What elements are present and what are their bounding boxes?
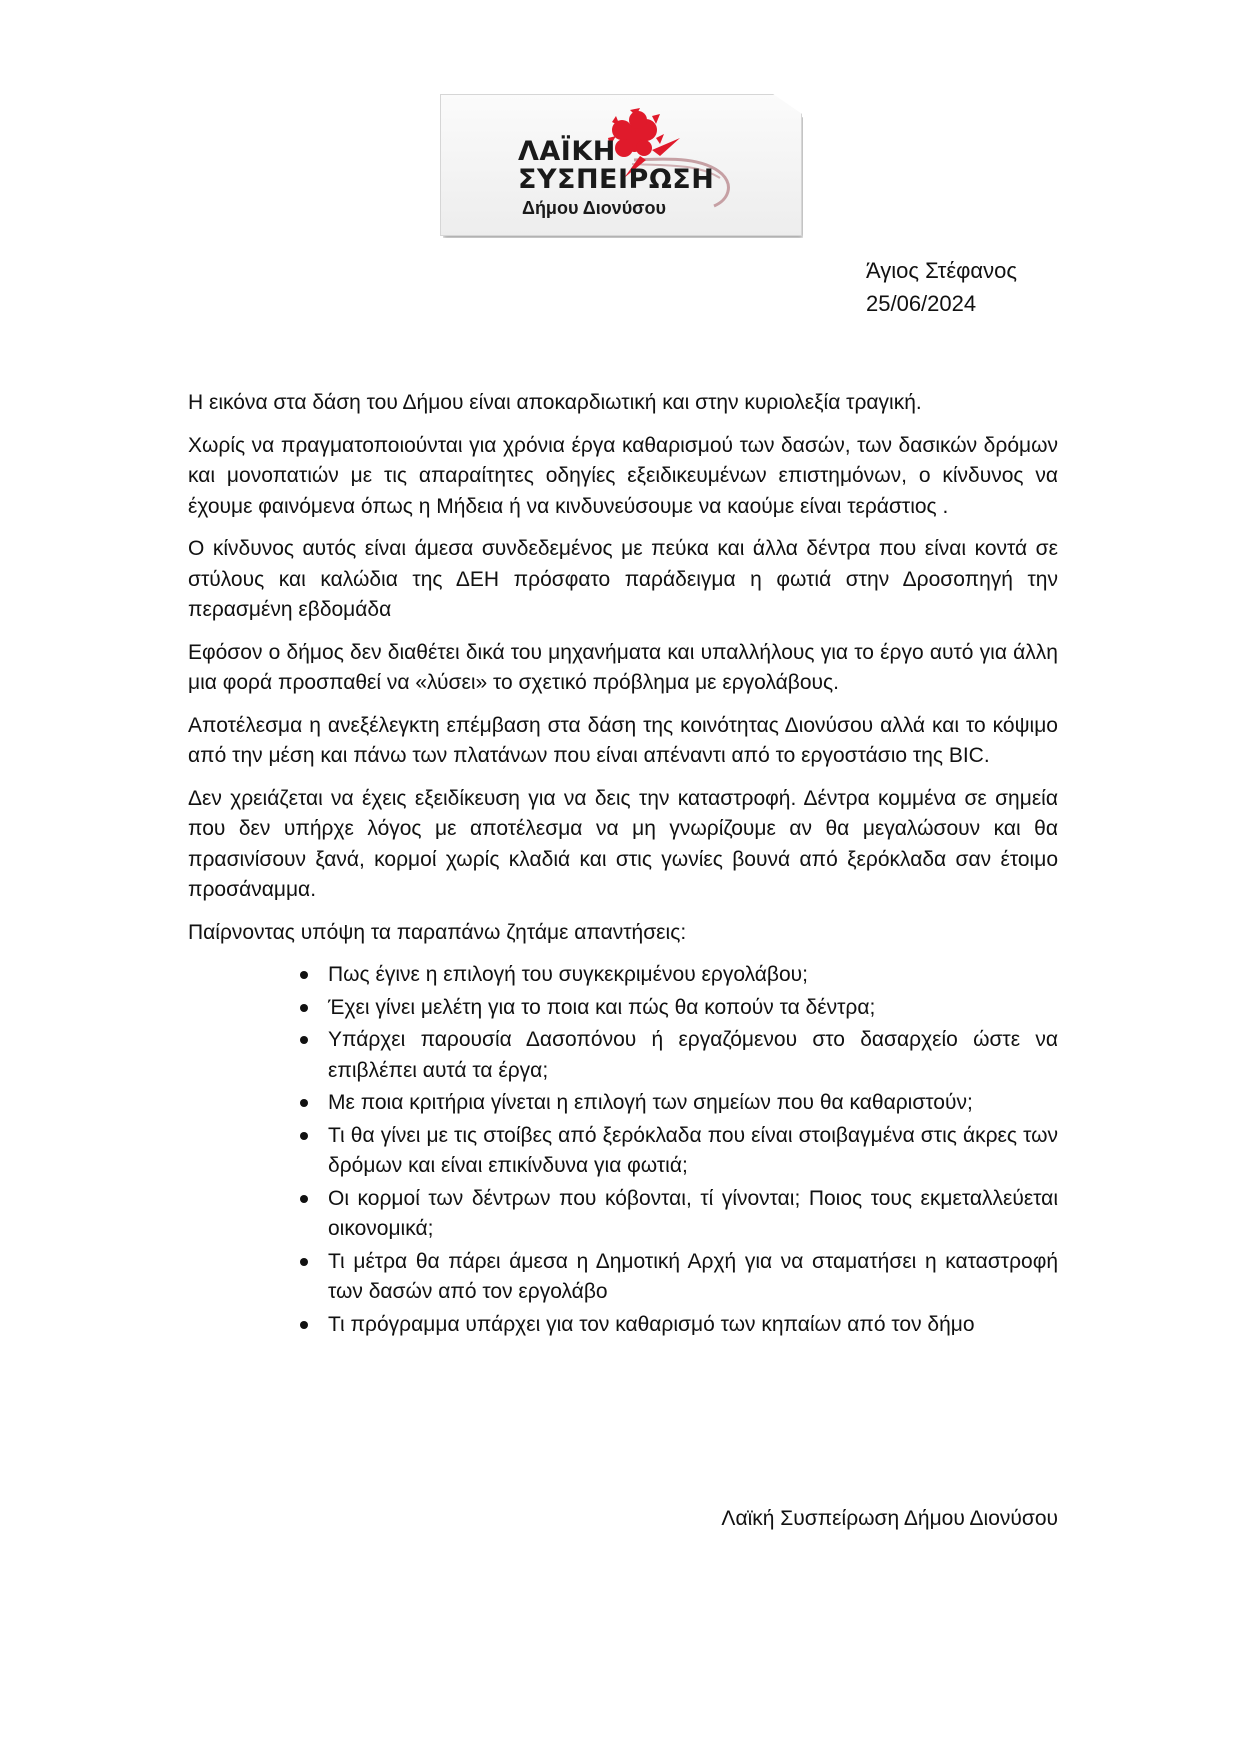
list-item-text: Έχει γίνει μελέτη για το ποια και πώς θα κοπούν τα δέντρα; <box>328 995 876 1019</box>
paragraph: Η εικόνα στα δάση του Δήμου είναι αποκαρδιωτική και στην κυριολεξία τραγική. <box>188 391 922 414</box>
questions-list <box>188 960 1058 1340</box>
paragraph: Παίρνοντας υπόψη τα παραπάνω ζητάμε απαντήσεις: <box>188 920 687 944</box>
list-item <box>300 1247 1058 1308</box>
list-item-text: Πως έγινε η επιλογή του συγκεκριμένου εργολάβου; <box>328 963 809 986</box>
bullet-icon <box>300 1321 308 1329</box>
paragraph: Αποτέλεσμα η ανεξέλεγκτη επέμβαση στα δάση της κοινότητας Διονύσου αλλά και το κόψιμο από την μέση και πάνω των πλατάνων που είναι απέναντι από το εργοστάσιο της BIC. <box>188 713 1058 767</box>
list-item <box>300 1088 1058 1119</box>
paragraph: Δεν χρειάζεται να έχεις εξειδίκευση για να δεις την καταστροφή. Δέντρα κομμένα σε σημεία που δεν υπήρχε λόγος με αποτέλεσμα να μη γνωρίζουμε αν θα μεγαλώσουν και θα πρασινίσουν ξανά, κορμοί χωρίς κλαδιά και στις γωνίες βουνά από ξερόκλαδα σαν έτοιμο προσάναμμα. <box>188 786 1058 901</box>
paragraph: Ο κίνδυνος αυτός είναι άμεσα συνδεδεμένος με πεύκα και άλλα δέντρα που είναι κοντά σε στύλους και καλώδια της ΔΕΗ πρόσφατο παράδειγμα η φωτιά στην Δροσοπηγή την περασμένη εβδομάδα <box>188 537 1058 621</box>
list-item-text: Τι θα γίνει με τις στοίβες από ξερόκλαδα που είναι στοιβαγμένα στις άκρες των δρόμων και είναι επικίνδυνα για φωτιά; <box>328 1123 1058 1177</box>
bullet-icon <box>300 971 308 979</box>
bullet-icon <box>300 1036 308 1044</box>
paragraph: Χωρίς να πραγματοποιούνται για χρόνια έργα καθαρισμού των δασών, των δασικών δρόμων και μονοπατιών με τις απαραίτητες οδηγίες εξειδικευμένων επιστημόνων, ο κίνδυνος να έχουμε φαινόμενα όπως η Μήδεια ή να κινδυνεύσουμε να καούμε είναι τεράστιος . <box>188 433 1058 518</box>
logo-line-2: ΣΥΣΠΕΙΡΩΣΗ <box>518 164 715 195</box>
bullet-icon <box>300 1195 308 1203</box>
logo-line-3: Δήμου Διονύσου <box>522 198 666 218</box>
list-item-text: Υπάρχει παρουσία Δασοπόνου ή εργαζόμενου στο δασαρχείο ώστε να επιβλέπει αυτά τα έργα; <box>328 1028 1058 1082</box>
logo-text <box>518 138 714 217</box>
list-item-text: Τι πρόγραμμα υπάρχει για τον καθαρισμό των κηπαίων από τον δήμο <box>328 1312 975 1336</box>
place: Άγιος Στέφανος <box>866 258 1017 283</box>
place-date-block <box>866 254 1017 320</box>
list-item-text: Οι κορμοί των δέντρων που κόβονται, τί γίνονται; Ποιος τους εκμεταλλεύεται οικονομικά; <box>328 1186 1058 1240</box>
list-item-text: Τι μέτρα θα πάρει άμεσα η Δημοτική Αρχή για να σταματήσει η καταστροφή των δασών από τον εργολάβο <box>328 1249 1058 1303</box>
bullet-icon <box>300 1099 308 1107</box>
list-item <box>300 1025 1058 1086</box>
signature: Λαϊκή Συσπείρωση Δήμου Διονύσου <box>721 1507 1058 1530</box>
list-item <box>300 993 1058 1024</box>
letter-body <box>188 388 1058 1342</box>
list-item <box>300 1184 1058 1245</box>
list-item <box>300 1310 1058 1341</box>
list-item <box>300 960 1058 991</box>
list-item <box>300 1121 1058 1182</box>
bullet-icon <box>300 1132 308 1140</box>
bullet-icon <box>300 1004 308 1012</box>
paragraph: Εφόσον ο δήμος δεν διαθέτει δικά του μηχανήματα και υπαλλήλους για το έργο αυτό για άλλη μια φορά προσπαθεί να «λύσει» το σχετικό πρόβλημα με εργολάβους. <box>188 640 1058 694</box>
list-item-text: Με ποια κριτήρια γίνεται η επιλογή των σημείων που θα καθαριστούν; <box>328 1091 973 1114</box>
logo-line-1: ΛΑΪΚΗ <box>518 136 616 167</box>
date: 25/06/2024 <box>866 291 977 316</box>
bullet-icon <box>300 1258 308 1266</box>
